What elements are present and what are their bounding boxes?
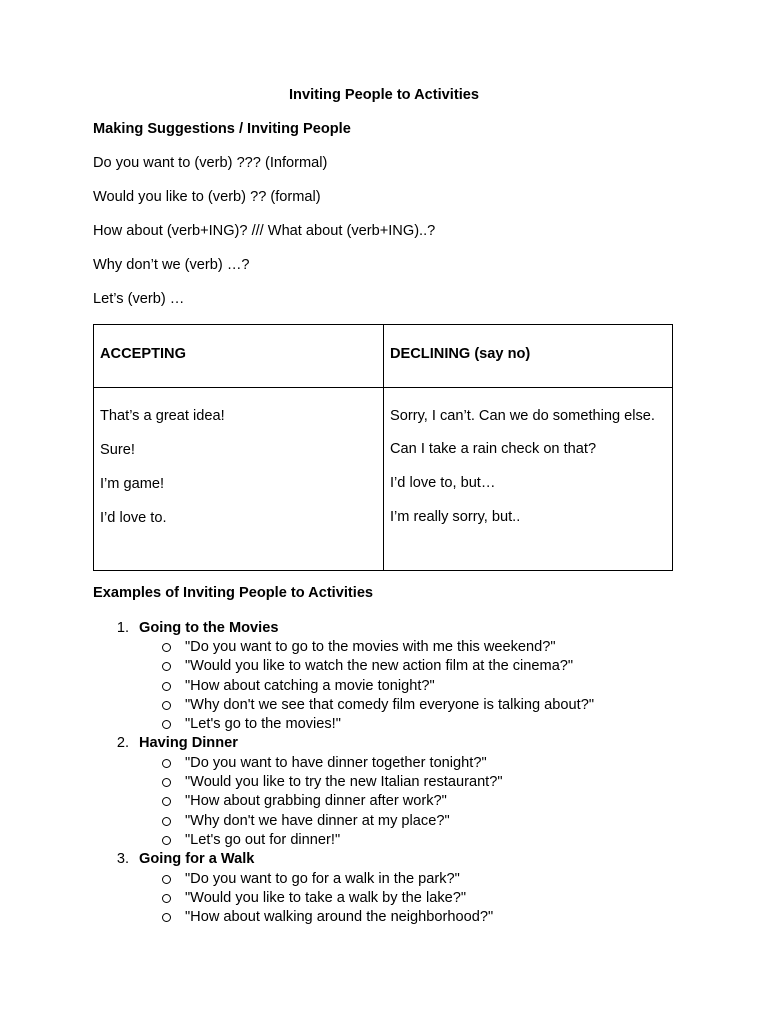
declining-header-cell — [384, 325, 673, 388]
example-sentence: "How about catching a movie tonight?" — [185, 678, 435, 694]
hollow-bullet-icon — [162, 913, 171, 922]
declining-phrase: Sorry, I can’t. Can we do something else. — [390, 408, 655, 424]
phrase-line: Do you want to (verb) ??? (Informal) — [93, 155, 328, 171]
example-sentence: "Let's go out for dinner!" — [185, 832, 341, 848]
example-sentence: "How about grabbing dinner after work?" — [185, 793, 447, 809]
suggestions-heading: Making Suggestions / Inviting People — [93, 121, 351, 137]
hollow-bullet-icon — [162, 720, 171, 729]
hollow-bullet-icon — [162, 759, 171, 768]
example-sentence: "Do you want to have dinner together tonight?" — [185, 755, 487, 771]
hollow-bullet-icon — [162, 778, 171, 787]
table-header-row — [94, 325, 673, 388]
example-sentence: "Would you like to watch the new action film at the cinema?" — [185, 658, 574, 674]
list-number: 2. — [116, 735, 129, 751]
hollow-bullet-icon — [162, 682, 171, 691]
hollow-bullet-icon — [162, 817, 171, 826]
declining-phrase: Can I take a rain check on that? — [390, 441, 597, 457]
document-title: Inviting People to Activities — [288, 87, 480, 103]
example-sentence: "How about walking around the neighborhood?" — [185, 909, 494, 925]
declining-header: DECLINING (say no) — [390, 346, 531, 362]
accepting-header-cell — [94, 325, 384, 388]
example-sentence: "Would you like to try the new Italian restaurant?" — [185, 774, 503, 790]
example-sentence: "Do you want to go to the movies with me this weekend?" — [185, 639, 556, 655]
accepting-phrase: Sure! — [100, 442, 135, 458]
declining-phrase: I’d love to, but… — [390, 475, 496, 491]
table-body-row — [94, 388, 673, 571]
example-sentence: "Would you like to take a walk by the lake?" — [185, 890, 467, 906]
phrase-line: Would you like to (verb) ?? (formal) — [93, 189, 321, 205]
hollow-bullet-icon — [162, 894, 171, 903]
list-number: 3. — [116, 851, 129, 867]
accepting-cell — [94, 388, 384, 571]
declining-cell — [384, 388, 673, 571]
accepting-phrase: I’d love to. — [100, 510, 167, 526]
example-sentence: "Do you want to go for a walk in the park?" — [185, 871, 460, 887]
example-sentence: "Why don't we see that comedy film everyone is talking about?" — [185, 697, 595, 713]
example-title: Going for a Walk — [139, 851, 255, 867]
responses-table — [93, 324, 673, 571]
hollow-bullet-icon — [162, 643, 171, 652]
hollow-bullet-icon — [162, 875, 171, 884]
example-title: Going to the Movies — [139, 620, 279, 636]
example-title: Having Dinner — [139, 735, 238, 751]
phrase-line: Let’s (verb) … — [93, 291, 185, 307]
example-sentence: "Let's go to the movies!" — [185, 716, 341, 732]
phrase-line: How about (verb+ING)? /// What about (verb+ING)..? — [93, 223, 436, 239]
hollow-bullet-icon — [162, 701, 171, 710]
hollow-bullet-icon — [162, 797, 171, 806]
accepting-phrase: I’m game! — [100, 476, 165, 492]
hollow-bullet-icon — [162, 662, 171, 671]
list-number: 1. — [116, 620, 129, 636]
declining-phrase: I’m really sorry, but.. — [390, 509, 521, 525]
phrase-line: Why don’t we (verb) …? — [93, 257, 250, 273]
accepting-phrase: That’s a great idea! — [100, 408, 225, 424]
example-sentence: "Why don't we have dinner at my place?" — [185, 813, 450, 829]
hollow-bullet-icon — [162, 836, 171, 845]
accepting-header: ACCEPTING — [100, 346, 186, 362]
examples-heading: Examples of Inviting People to Activities — [93, 585, 374, 601]
